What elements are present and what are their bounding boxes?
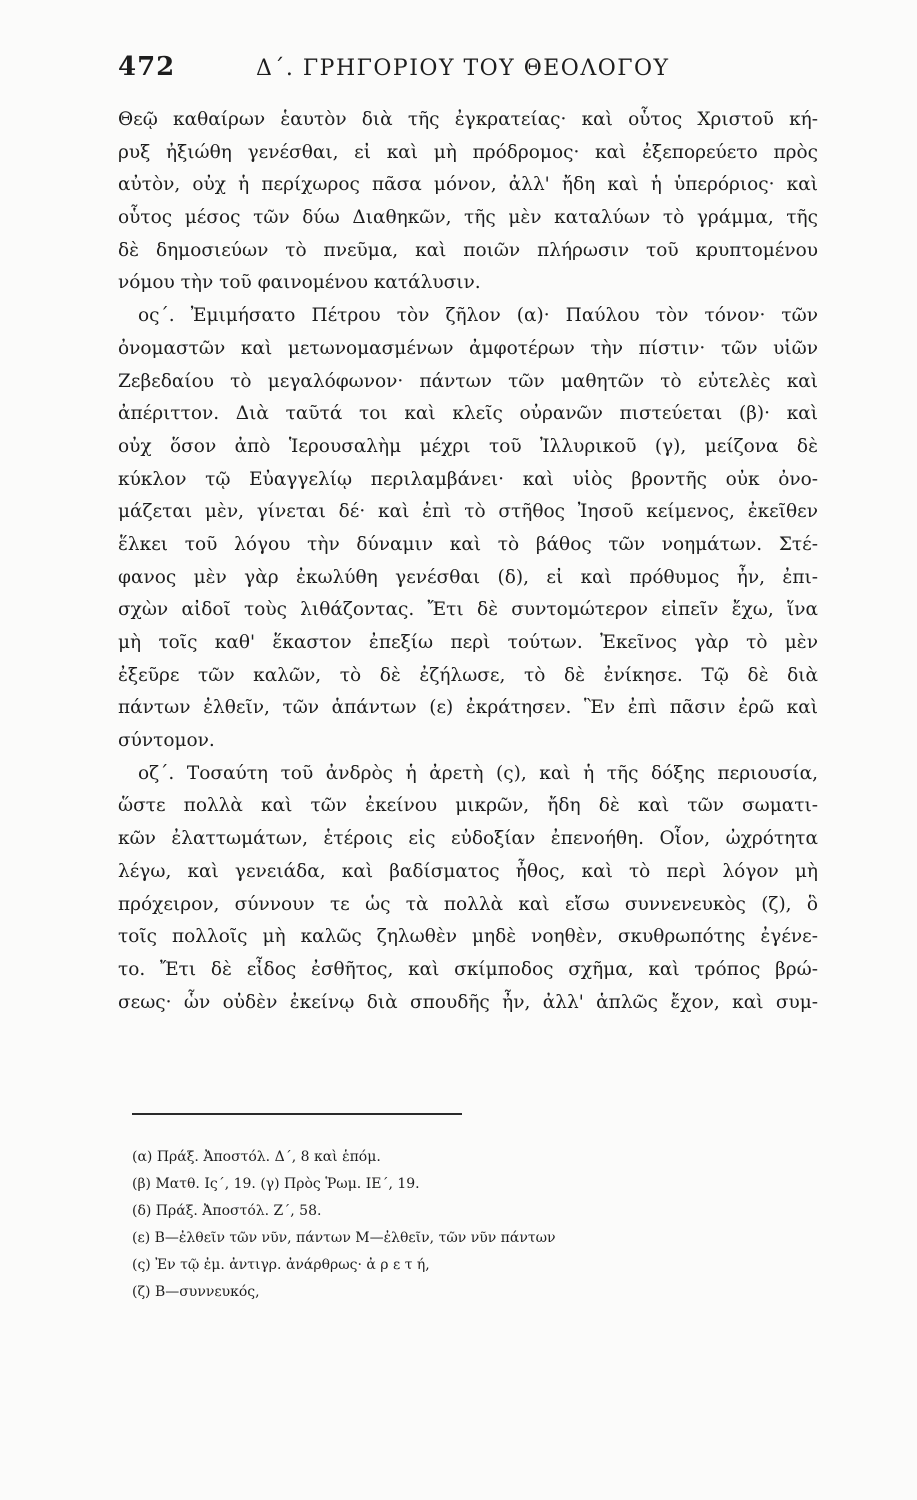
text-line: ὥστε πολλὰ καὶ τῶν ἐκείνου μικρῶν, ἤδη δὲ καὶ τῶν σωματι-	[118, 795, 818, 817]
text-line: ἕλκει τοῦ λόγου τὴν δύναμιν καὶ τὸ βάθος τῶν νοημάτων. Στέ-	[118, 533, 818, 555]
text-line: φανος μὲν γὰρ ἐκωλύθη γενέσθαι (δ), εἰ καὶ πρόθυμος ἦν, ἐπι-	[118, 566, 818, 588]
page-number: 472	[118, 52, 176, 82]
section-start-line: ος΄. Ἐμιμήσατο Πέτρου τὸν ζῆλον (α)· Παύλου τὸν τόνον· τῶν	[138, 305, 818, 327]
text-line: μὴ τοῖς καθ' ἕκαστον ἐπεξίω περὶ τούτων. Ἐκεῖνος γὰρ τὸ μὲν	[118, 632, 818, 653]
footnote: (ς) Ἐν τῷ ἐμ. ἀντιγρ. ἀνάρθρως· ἀ ρ ε τ ή,	[132, 1257, 430, 1273]
footnote: (δ) Πράξ. Ἀποστόλ. Ζ΄, 58.	[132, 1203, 322, 1219]
text-line: οὐχ ὅσον ἀπὸ Ἱερουσαλὴμ μέχρι τοῦ Ἰλλυρικοῦ (γ), μείζονα δὲ	[118, 435, 818, 457]
footnote: (ζ) Β—συννευκός,	[132, 1284, 260, 1300]
page-title: Δ΄. ΓΡΗΓΟΡΙΟΥ ΤΟΥ ΘΕΟΛΟΓΟΥ	[256, 56, 670, 81]
text-line: σεως· ὧν οὐδὲν ἐκείνῳ διὰ σπουδῆς ἦν, ἀλλ' ἁπλῶς ἔχον, καὶ συμ-	[118, 991, 818, 1013]
text-line: το. Ἔτι δὲ εἶδος ἐσθῆτος, καὶ σκίμποδος σχῆμα, καὶ τρόπος βρώ-	[118, 958, 818, 980]
text-line: Ζεβεδαίου τὸ μεγαλόφωνον· πάντων τῶν μαθητῶν τὸ εὐτελὲς καὶ	[118, 370, 818, 392]
footnote-divider	[132, 1113, 462, 1115]
text-line: πρόχειρον, σύννουν τε ὡς τὰ πολλὰ καὶ εἴσω συννενευκὸς (ζ), ὃ	[118, 893, 818, 915]
footnote: (β) Ματθ. Ις΄, 19. (γ) Πρὸς Ῥωμ. ΙΕ΄, 19.	[132, 1176, 420, 1192]
text-line: λέγω, καὶ γενειάδα, καὶ βαδίσματος ἦθος, καὶ τὸ περὶ λόγον μὴ	[118, 860, 818, 882]
text-line: κῶν ἐλαττωμάτων, ἑτέροις εἰς εὐδοξίαν ἐπενοήθη. Οἷον, ὠχρότητα	[118, 828, 818, 850]
text-line: δὲ δημοσιεύων τὸ πνεῦμα, καὶ ποιῶν πλήρωσιν τοῦ κρυπτομένου	[118, 239, 818, 261]
text-line: σύντομον.	[118, 730, 215, 752]
text-line: ἀπέριττον. Διὰ ταῦτά τοι καὶ κλεῖς οὐρανῶν πιστεύεται (β)· καὶ	[118, 403, 818, 425]
text-line: οὗτος μέσος τῶν δύω Διαθηκῶν, τῆς μὲν καταλύων τὸ γράμμα, τῆς	[118, 207, 818, 229]
footnote: (ε) Β—ἐλθεῖν τῶν νῦν, πάντων Μ—ἐλθεῖν, τῶν νῦν πάντων	[132, 1230, 556, 1246]
running-head	[118, 52, 818, 92]
body-text	[118, 104, 818, 1019]
section-start-line: οζ΄. Τοσαύτη τοῦ ἀνδρὸς ἡ ἀρετὴ (ς), καὶ ἡ τῆς δόξης περιουσία,	[138, 762, 818, 784]
text-line: νόμου τὴν τοῦ φαινομένου κατάλυσιν.	[118, 272, 481, 294]
footnote: (α) Πράξ. Ἀποστόλ. Δ΄, 8 καὶ ἑπόμ.	[132, 1149, 381, 1165]
text-line: μάζεται μὲν, γίνεται δέ· καὶ ἐπὶ τὸ στῆθος Ἰησοῦ κείμενος, ἐκεῖθεν	[118, 501, 818, 523]
footnotes	[132, 1144, 732, 1306]
text-line: πάντων ἐλθεῖν, τῶν ἁπάντων (ε) ἐκράτησεν. Ἓν ἐπὶ πᾶσιν ἐρῶ καὶ	[118, 697, 818, 719]
text-line: τοῖς πολλοῖς μὴ καλῶς ζηλωθὲν μηδὲ νοηθὲν, σκυθρωπότης ἐγένε-	[118, 926, 818, 948]
text-line: ρυξ ἠξιώθη γενέσθαι, εἰ καὶ μὴ πρόδρομος· καὶ ἐξεπορεύετο πρὸς	[118, 141, 818, 163]
text-line: Θεῷ καθαίρων ἑαυτὸν διὰ τῆς ἐγκρατείας· καὶ οὗτος Χριστοῦ κή-	[118, 109, 818, 130]
text-line: ἐξεῦρε τῶν καλῶν, τὸ δὲ ἐζήλωσε, τὸ δὲ ἐνίκησε. Τῷ δὲ διὰ	[118, 664, 818, 686]
text-line: σχὼν αἰδοῖ τοὺς λιθάζοντας. Ἔτι δὲ συντομώτερον εἰπεῖν ἔχω, ἵνα	[118, 599, 818, 621]
text-line: αὐτὸν, οὐχ ἡ περίχωρος πᾶσα μόνον, ἀλλ' ἤδη καὶ ἡ ὑπερόριος· καὶ	[118, 174, 818, 196]
text-line: κύκλον τῷ Εὐαγγελίῳ περιλαμβάνει· καὶ υἱὸς βροντῆς οὐκ ὀνο-	[118, 468, 818, 490]
text-line: ὀνομαστῶν καὶ μετωνομασμένων ἀμφοτέρων τὴν πίστιν· τῶν υἱῶν	[118, 337, 818, 359]
